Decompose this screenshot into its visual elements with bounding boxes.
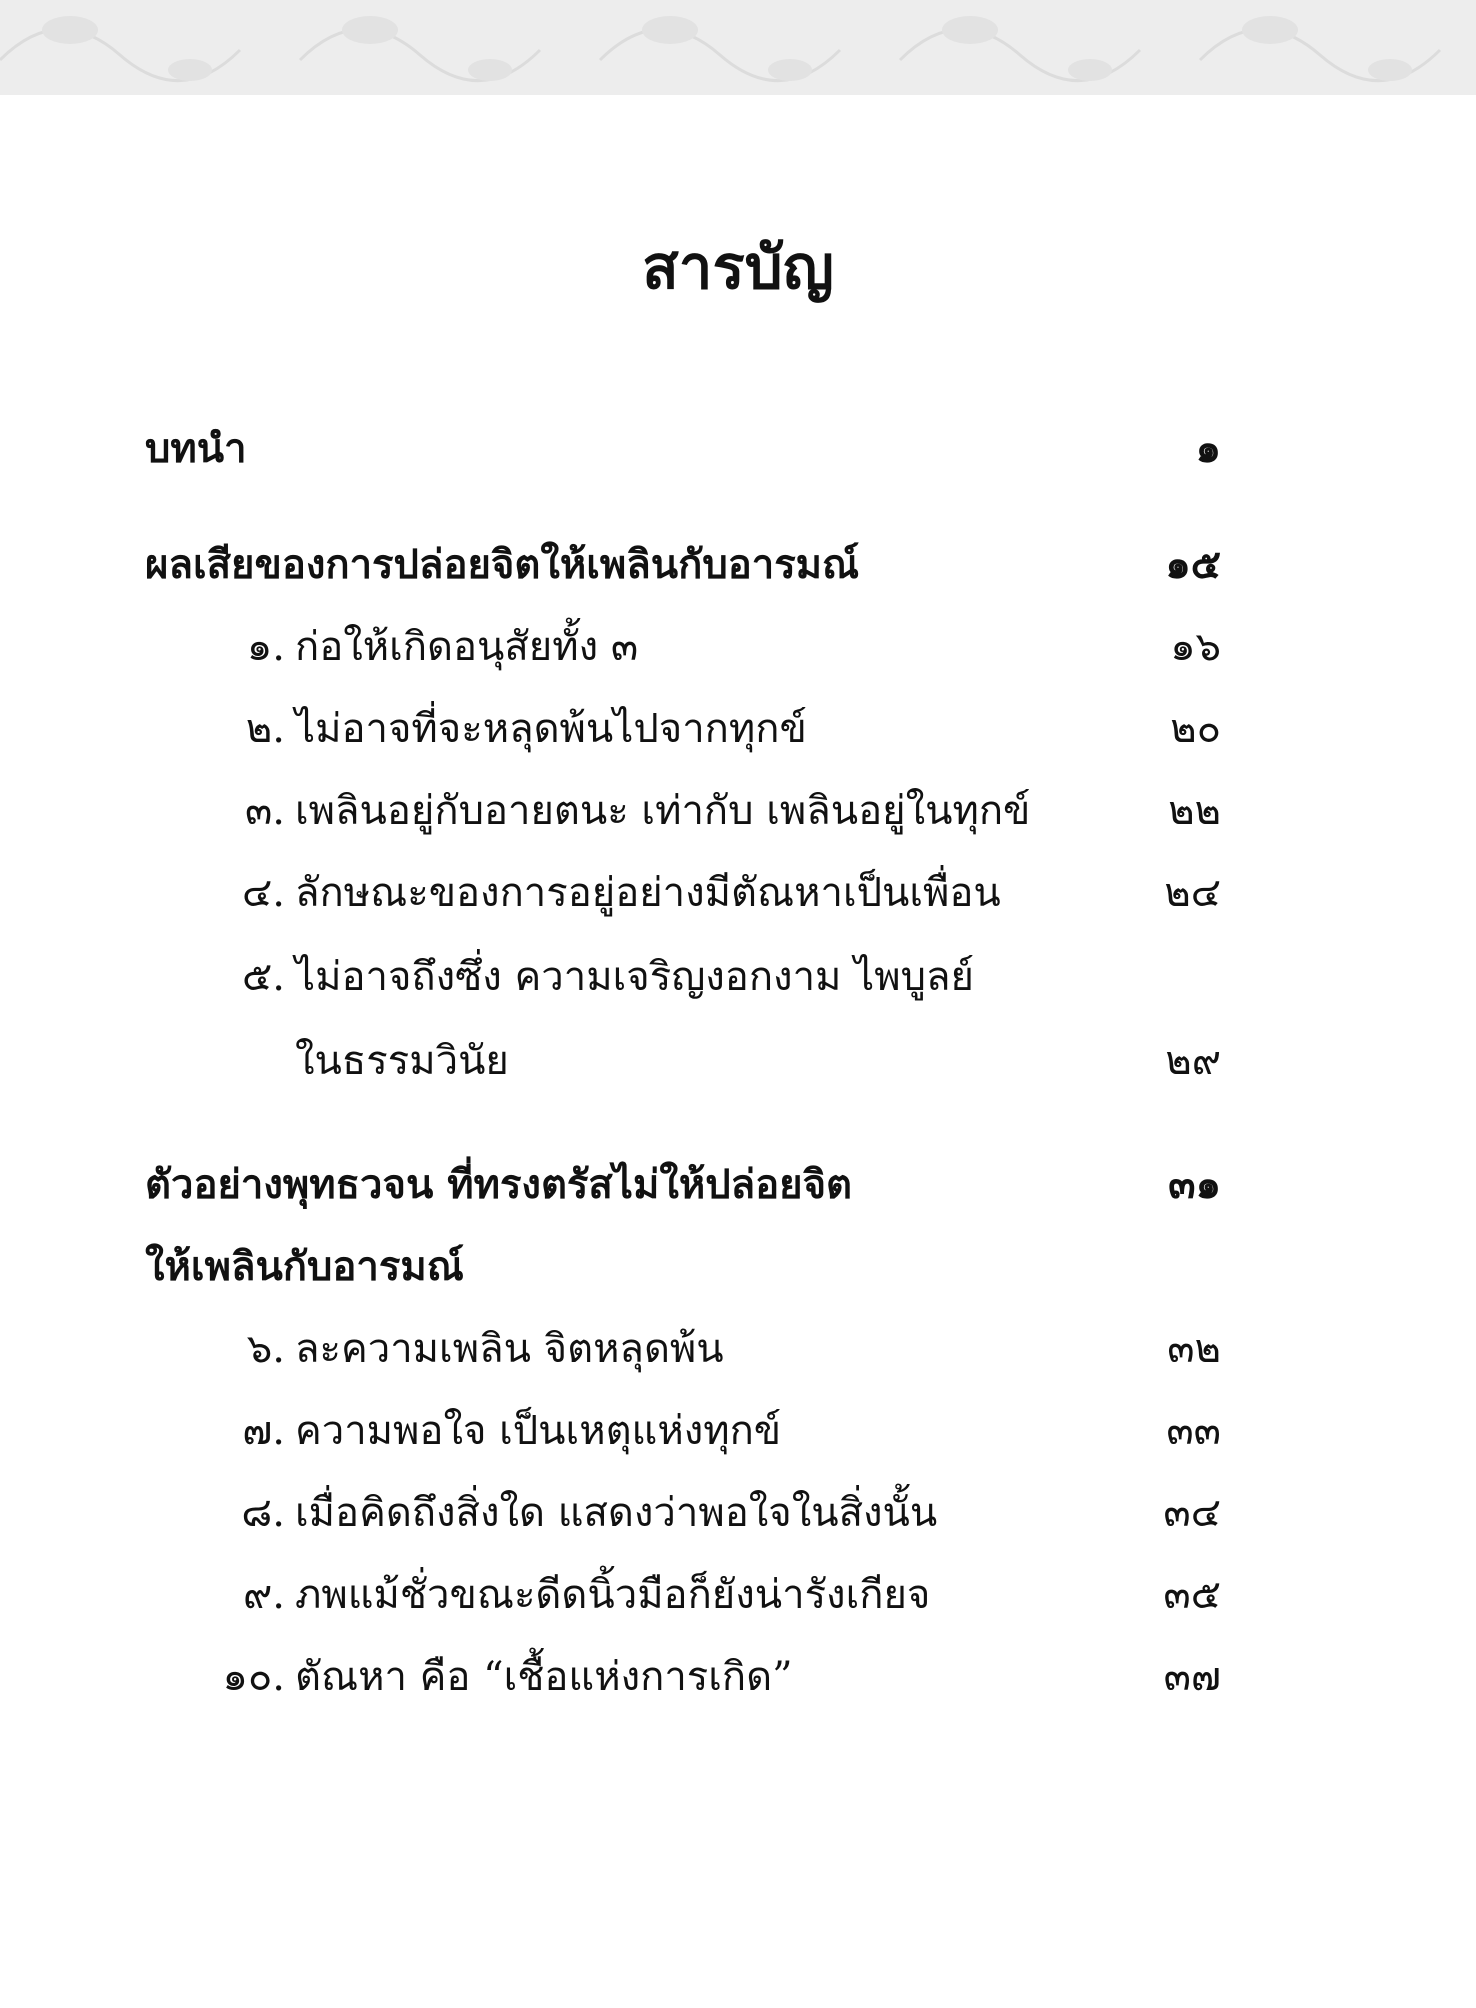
toc-page-number: ๓๒ (1167, 1326, 1221, 1372)
toc-item-label: เพลินอยู่กับอายตนะ เท่ากับ เพลินอยู่ในทุกข์ (295, 788, 1031, 834)
toc-item-5[interactable] (215, 942, 1115, 1012)
toc-item-3[interactable] (215, 776, 1115, 846)
toc-item-label: ความพอใจ เป็นเหตุแห่งทุกข์ (295, 1408, 782, 1454)
toc-item-label-continued: ในธรรมวินัย (295, 1038, 509, 1084)
toc-item-4[interactable] (215, 858, 1115, 928)
toc-item-label: ละความเพลิน จิตหลุดพ้น (295, 1326, 724, 1372)
toc-item-label: ภพแม้ชั่วขณะดีดนิ้วมือก็ยังน่ารังเกียจ (295, 1572, 931, 1618)
toc-section-2[interactable] (145, 1150, 1145, 1220)
toc-page-number: ๑ (1195, 425, 1221, 472)
toc-item-number: ๙. (242, 1572, 285, 1618)
toc-page-number: ๓๗ (1163, 1654, 1221, 1700)
toc-item-10[interactable] (195, 1642, 1115, 1712)
toc-page-number: ๒๔ (1164, 870, 1221, 916)
toc-item-number: ๖. (246, 1326, 285, 1372)
toc-item-6[interactable] (215, 1314, 1115, 1384)
toc-item-2[interactable] (215, 694, 1115, 764)
toc-page-number: ๑๖ (1170, 624, 1221, 670)
toc-item-number: ๘. (241, 1490, 285, 1536)
toc-section-1[interactable] (145, 530, 1145, 600)
toc-section-label-continued: ให้เพลินกับอารมณ์ (145, 1243, 464, 1290)
toc-page-number: ๒๙ (1165, 1038, 1221, 1084)
toc-item-number: ๗. (242, 1408, 285, 1454)
toc-page-number: ๓๕ (1163, 1572, 1221, 1618)
toc-item-label: ไม่อาจถึงซึ่ง ความเจริญงอกงาม ไพบูลย์ (295, 954, 974, 1000)
toc-section-label: ผลเสียของการปล่อยจิตให้เพลินกับอารมณ์ (145, 541, 860, 588)
toc-item-1[interactable] (215, 612, 1115, 682)
toc-item-number: ๒. (245, 706, 285, 752)
toc-item-number: ๓. (244, 788, 285, 834)
toc-item-label: ลักษณะของการอยู่อย่างมีตัณหาเป็นเพื่อน (295, 870, 1001, 916)
toc-page-number: ๒๐ (1170, 706, 1221, 752)
toc-page-number: ๓๓ (1166, 1408, 1221, 1454)
toc-item-8[interactable] (215, 1478, 1115, 1548)
toc-item-label: ตัณหา คือ “เชื้อแห่งการเกิด” (295, 1654, 793, 1700)
toc-item-number: ๕. (242, 954, 285, 1000)
toc-item-number: ๔. (242, 870, 285, 916)
toc-item-label: เมื่อคิดถึงสิ่งใด แสดงว่าพอใจในสิ่งนั้น (295, 1490, 938, 1536)
toc-page-number: ๓๔ (1163, 1490, 1221, 1536)
toc-item-9[interactable] (215, 1560, 1115, 1630)
toc-page-number: ๒๒ (1168, 788, 1221, 834)
toc-page-number: ๑๕ (1165, 541, 1221, 588)
toc-item-number: ๑๐. (222, 1654, 285, 1700)
toc-item-7[interactable] (215, 1396, 1115, 1466)
toc-section-2-continuation[interactable] (145, 1232, 1145, 1302)
toc-page-number: ๓๑ (1168, 1161, 1221, 1208)
floral-pattern (0, 0, 1476, 95)
decorative-header-band (0, 0, 1476, 95)
page-title: สารบัญ (642, 233, 834, 303)
toc-item-5-continuation[interactable] (295, 1026, 1095, 1096)
toc-section-label: ตัวอย่างพุทธวจน ที่ทรงตรัสไม่ให้ปล่อยจิต (145, 1161, 852, 1208)
toc-item-label: ก่อให้เกิดอนุสัยทั้ง ๓ (295, 624, 639, 670)
toc-entry-label: บทนำ (145, 425, 247, 472)
toc-item-label: ไม่อาจที่จะหลุดพ้นไปจากทุกข์ (295, 706, 807, 752)
toc-entry-intro[interactable] (145, 414, 1145, 484)
toc-item-number: ๑. (246, 624, 285, 670)
